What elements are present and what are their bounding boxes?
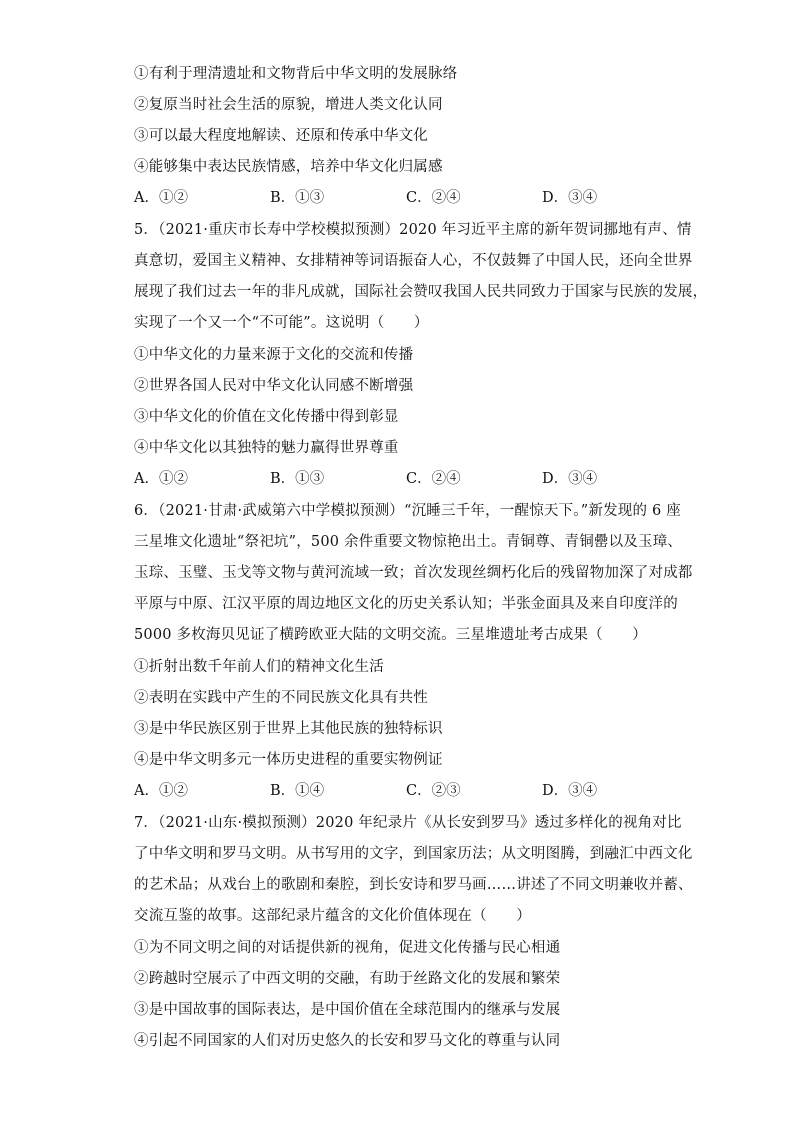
q7-statement-4: ④引起不同国家的人们对历史悠久的长安和罗马文化的尊重与认同 — [134, 1033, 561, 1049]
q5-statement-2: ②世界各国人民对中华文化认同感不断增强 — [134, 378, 414, 394]
q6-stem-line: 三星堆文化遗址“祭祀坑”，500 余件重要文物惊艳出土。青铜尊、青铜罍以及玉璋、 — [134, 534, 683, 550]
q5-option-b: B．①③ — [270, 471, 325, 487]
q5-option-c: C．②④ — [406, 471, 461, 487]
q7-stem-line: 7．（2021·山东·模拟预测）2020 年纪录片《从长安到罗马》透过多样化的视角对比 — [134, 815, 682, 831]
q5-stem-line: 5．（2021·重庆市长寿中学校模拟预测）2020 年习近平主席的新年贺词挪地有声、情 — [134, 222, 692, 238]
option-b: B．①③ — [270, 190, 325, 206]
q6-statement-1: ①折射出数千年前人们的精神文化生活 — [134, 659, 384, 675]
q6-stem-line: 玉琮、玉璧、玉戈等文物与黄河流域一致；首次发现丝绸朽化后的残留物加深了对成都 — [134, 565, 693, 581]
q7-statement-1: ①为不同文明之间的对话提供新的视角，促进文化传播与民心相通 — [134, 940, 561, 956]
q6-option-d: D．③④ — [542, 783, 598, 799]
q6-statement-4: ④是中华文明多元一体历史进程的重要实物例证 — [134, 752, 443, 768]
q6-stem-line: 平原与中原、江汉平原的周边地区文化的历史关系认知；半张金面具及来自印度洋的 — [134, 596, 678, 612]
q5-statement-4: ④中华文化以其独特的魅力赢得世界尊重 — [134, 440, 399, 456]
q5-statement-3: ③中华文化的价值在文化传播中得到彰显 — [134, 409, 399, 425]
q7-statement-3: ③是中国故事的国际表达，是中国价值在全球范围内的继承与发展 — [134, 1002, 561, 1018]
q6-stem-line: 5000 多枚海贝见证了横跨欧亚大陆的文明交流。三星堆遗址考古成果（ ） — [134, 627, 647, 643]
q6-option-c: C．②③ — [406, 783, 461, 799]
q6-option-b: B．①④ — [270, 783, 325, 799]
option-d: D．③④ — [542, 190, 598, 206]
statement-2: ②复原当时社会生活的原貌，增进人类文化认同 — [134, 97, 443, 113]
option-c: C．②④ — [406, 190, 461, 206]
statement-1: ①有利于理清遗址和文物背后中华文明的发展脉络 — [134, 66, 458, 82]
q5-option-d: D．③④ — [542, 471, 598, 487]
q6-statement-2: ②表明在实践中产生的不同民族文化具有共性 — [134, 690, 428, 706]
statement-4: ④能够集中表达民族情感，培养中华文化归属感 — [134, 159, 443, 175]
statement-3: ③可以最大程度地解读、还原和传承中华文化 — [134, 128, 428, 144]
q7-stem-line: 交流互鉴的故事。这部纪录片蕴含的文化价值体现在（ ） — [134, 908, 531, 924]
q5-statement-1: ①中华文化的力量来源于文化的交流和传播 — [134, 347, 414, 363]
q5-option-a: A．①② — [134, 471, 188, 487]
q6-option-a: A．①② — [134, 783, 188, 799]
q7-stem-line: 了中华文明和罗马文明。从书写用的文字，到国家历法；从文明图腾，到融汇中西文化 — [134, 846, 693, 862]
q6-stem-line: 6．（2021·甘肃·武威第六中学模拟预测）“沉睡三千年，一醒惊天下。”新发现的 6 座 — [134, 503, 681, 519]
q5-stem-line: 实现了一个又一个“不可能”。这说明（ ） — [134, 315, 429, 331]
q7-statement-2: ②跨越时空展示了中西文明的交融，有助于丝路文化的发展和繁荣 — [134, 971, 561, 987]
q5-stem-line: 真意切，爱国主义精神、女排精神等词语振奋人心，不仅鼓舞了中国人民，还向全世界 — [134, 253, 693, 269]
q5-stem-line: 展现了我们过去一年的非凡成就，国际社会赞叹我国人民共同致力于国家与民族的发展， — [134, 284, 708, 300]
option-a: A．①② — [134, 190, 188, 206]
q6-statement-3: ③是中华民族区别于世界上其他民族的独特标识 — [134, 721, 443, 737]
q7-stem-line: 的艺术品；从戏台上的歌剧和秦腔，到长安诗和罗马画……讲述了不同文明兼收并蓄、 — [134, 877, 693, 893]
